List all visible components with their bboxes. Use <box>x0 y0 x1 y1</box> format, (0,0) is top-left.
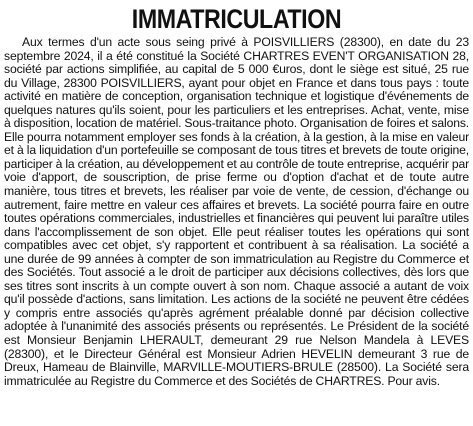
notice-body: Aux termes d'un acte sous seing privé à POISVILLIERS (28300), en date du 23 septembre 2024, il a été constitué la Société CHARTRES EVEN'T ORGANISATION 28, société par actions simplifiée, au capital de 5 000 €uros, dont le siège est situé, 25 rue du Village, 28300 POISVILLIERS, ayant pour objet en France et dans tous pays : toute activité en matière de conception, organisation technique et logistique d'événements de quelques natures qu'ils soient, pour les particuliers et les entreprises. Achat, vente, mise à disposition, location de matériel. Sous-traitance photo. Organisation de foires et salons. Elle pourra notamment employer ses fonds à la création, à la gestion, à la mise en valeur et à la liquidation d'un portefeuille se composant de tous titres et brevets de toute origine, participer à la création, au développement et au contrôle de toute entreprise, acquérir par voie d'apport, de souscription, de prise ferme ou d'option d'achat et de toute autre manière, tous titres et brevets, les réaliser par voie de vente, de cession, d'échange ou autrement, faire mettre en valeur ces affaires et brevets. La société pourra faire en outre toutes opérations commerciales, industrielles et financières qui peuvent lui paraître utiles dans l'accomplissement de son objet. Elle peut réaliser toutes les opérations qui sont compatibles avec cet objet, s'y rapportent et contribuent à sa réalisation. La société a une durée de 99 années à compter de son immatriculation au Registre du Commerce et des Sociétés. Tout associé a le droit de participer aux décisions collectives, dès lors que ses titres sont inscrits à un compte ouvert à son nom. Chaque associé a autant de voix qu'il possède d'actions, sans limitation. Les actions de la société ne peuvent être cédées y compris entre associés qu'après agrément préalable donné par décision collective adoptée à l'unanimité des associés présents ou représentés. Le Président de la société est Monsieur Benjamin LHERAULT, demeurant 29 rue Nelson Mandela à LEVES (28300), et le Directeur Général est Monsieur Adrien HEVELIN demeurant 3 rue de Dreux, Hameau de Blainville, MARVILLE-MOUTIERS-BRULE (28500). La Société sera immatriculée au Registre du Commerce et des Sociétés de CHARTRES. Pour avis. <box>4 35 470 388</box>
notice-title: IMMATRICULATION <box>131 4 342 34</box>
